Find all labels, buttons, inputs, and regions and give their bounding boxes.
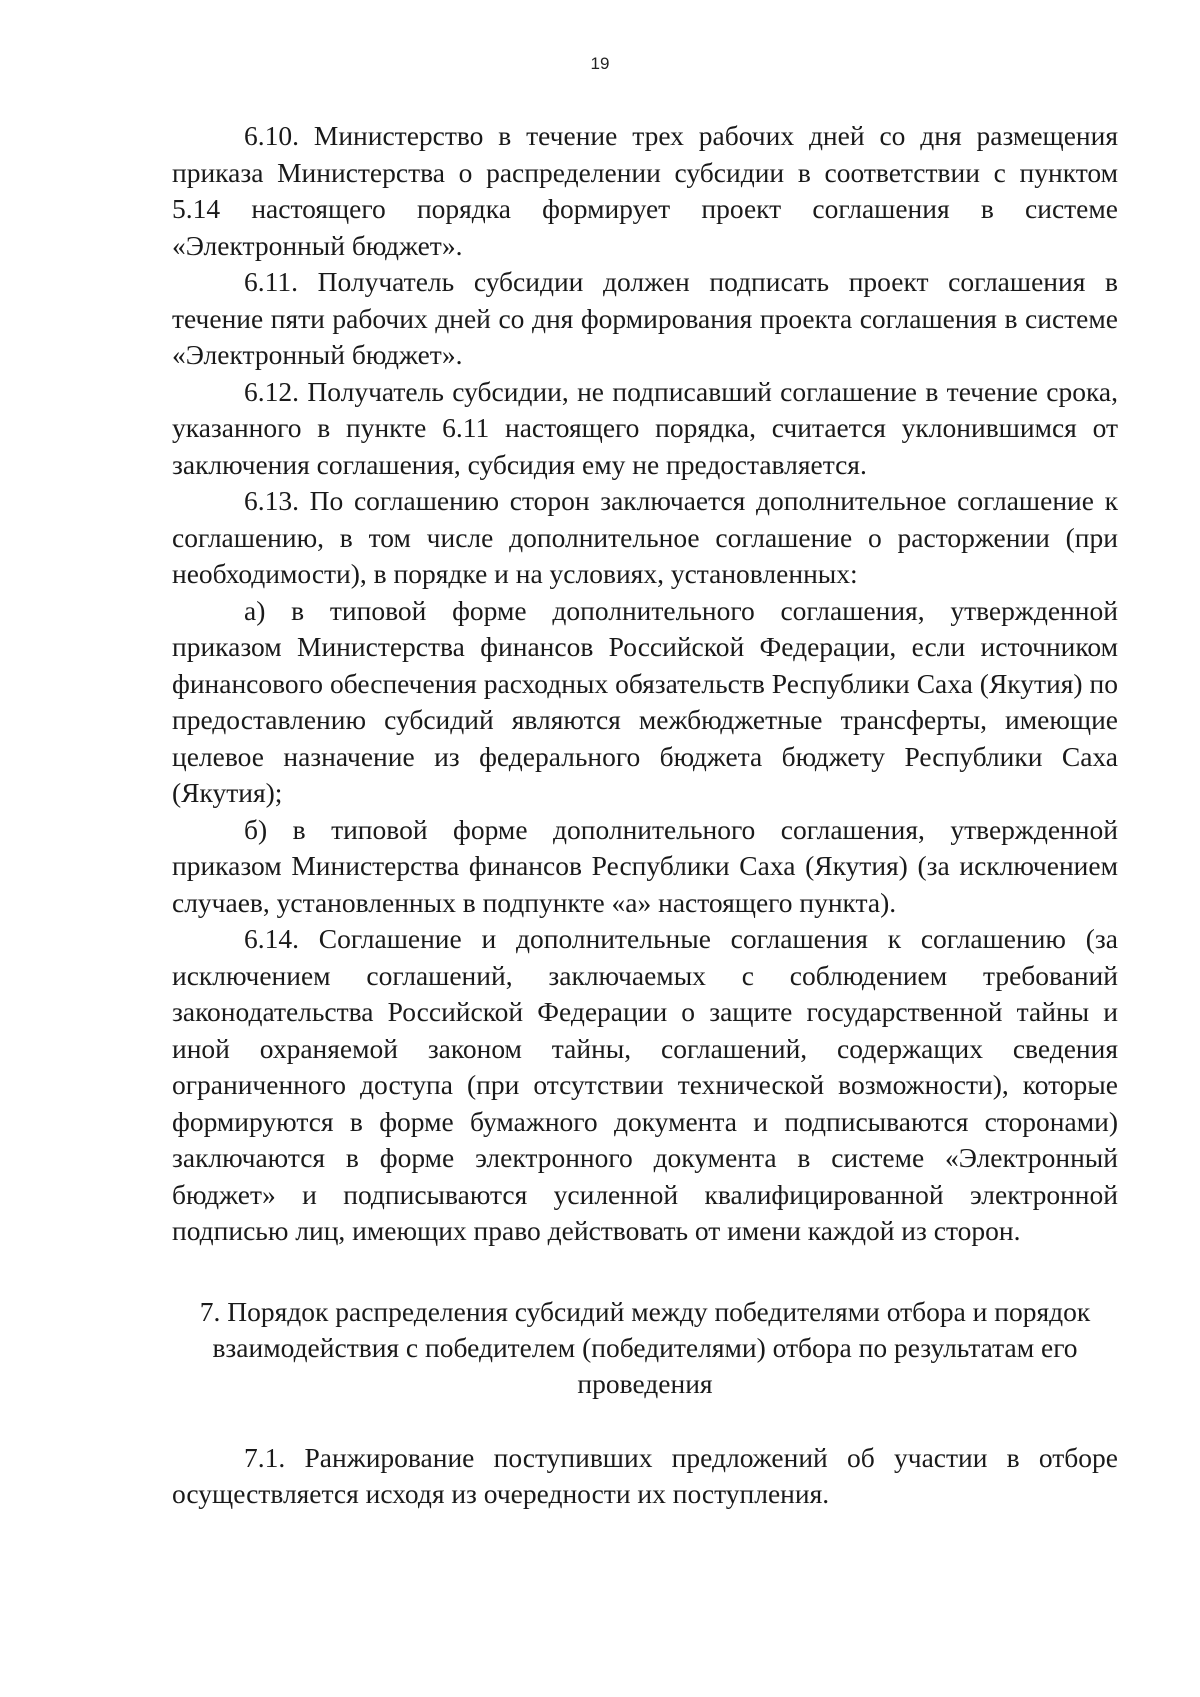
paragraph-6-12: 6.12. Получатель субсидии, не подписавший соглашение в течение срока, указанного в пункте 6.11 настоящего порядка, считается уклонившимся от заключения соглашения, субсидия ему не предоставляется. [172, 375, 1118, 480]
page-number: 19 [590, 54, 610, 73]
paragraph-6-14: 6.14. Соглашение и дополнительные соглашения к соглашению (за исключением соглашений, заключаемых с соблюдением требований законодательства Российской Федерации о защите государственной тайны и иной охраняемой законом тайны, соглашений, содержащих сведения ограниченного доступа (при отсутствии технической возможности), которые формируются в форме бумажного документа и подписываются сторонами) заключаются в форме электронного документа в системе «Электронный бюджет» и подписываются усиленной квалифицированной электронной подписью лиц, имеющих право действовать от имени каждой из сторон. [172, 923, 1118, 1246]
subparagraph-b: б) в типовой форме дополнительного соглашения, утвержденной приказом Министерства финансов Республики Саха (Якутия) (за исключением случаев, установленных в подпункте «а» настоящего пункта). [172, 813, 1118, 918]
document-body [172, 118, 1118, 1513]
subparagraph-a: а) в типовой форме дополнительного соглашения, утвержденной приказом Министерства финансов Российской Федерации, если источником финансового обеспечения расходных обязательств Республики Саха (Якутия) по предоставлению субсидий являются межбюджетные трансферты, имеющие целевое назначение из федерального бюджета бюджету Республики Саха (Якутия); [172, 594, 1118, 808]
paragraph-7-1: 7.1. Ранжирование поступивших предложений об участии в отборе осуществляется исходя из очередности их поступления. [172, 1441, 1118, 1509]
paragraph-6-10: 6.10. Министерство в течение трех рабочих дней со дня размещения приказа Министерства о распределении субсидии в соответствии с пунктом 5.14 настоящего порядка формирует проект соглашения в системе «Электронный бюджет». [172, 120, 1118, 261]
section-heading-7: 7. Порядок распределения субсидий между победителями отбора и порядок взаимодействия с победителем (победителями) отбора по результатам его проведения [199, 1295, 1091, 1399]
paragraph-6-13: 6.13. По соглашению сторон заключается дополнительное соглашение к соглашению, в том числе дополнительное соглашение о расторжении (при необходимости), в порядке и на условиях, установленных: [172, 485, 1118, 589]
paragraph-6-11: 6.11. Получатель субсидии должен подписать проект соглашения в течение пяти рабочих дней со дня формирования проекта соглашения в системе «Электронный бюджет». [172, 266, 1118, 370]
